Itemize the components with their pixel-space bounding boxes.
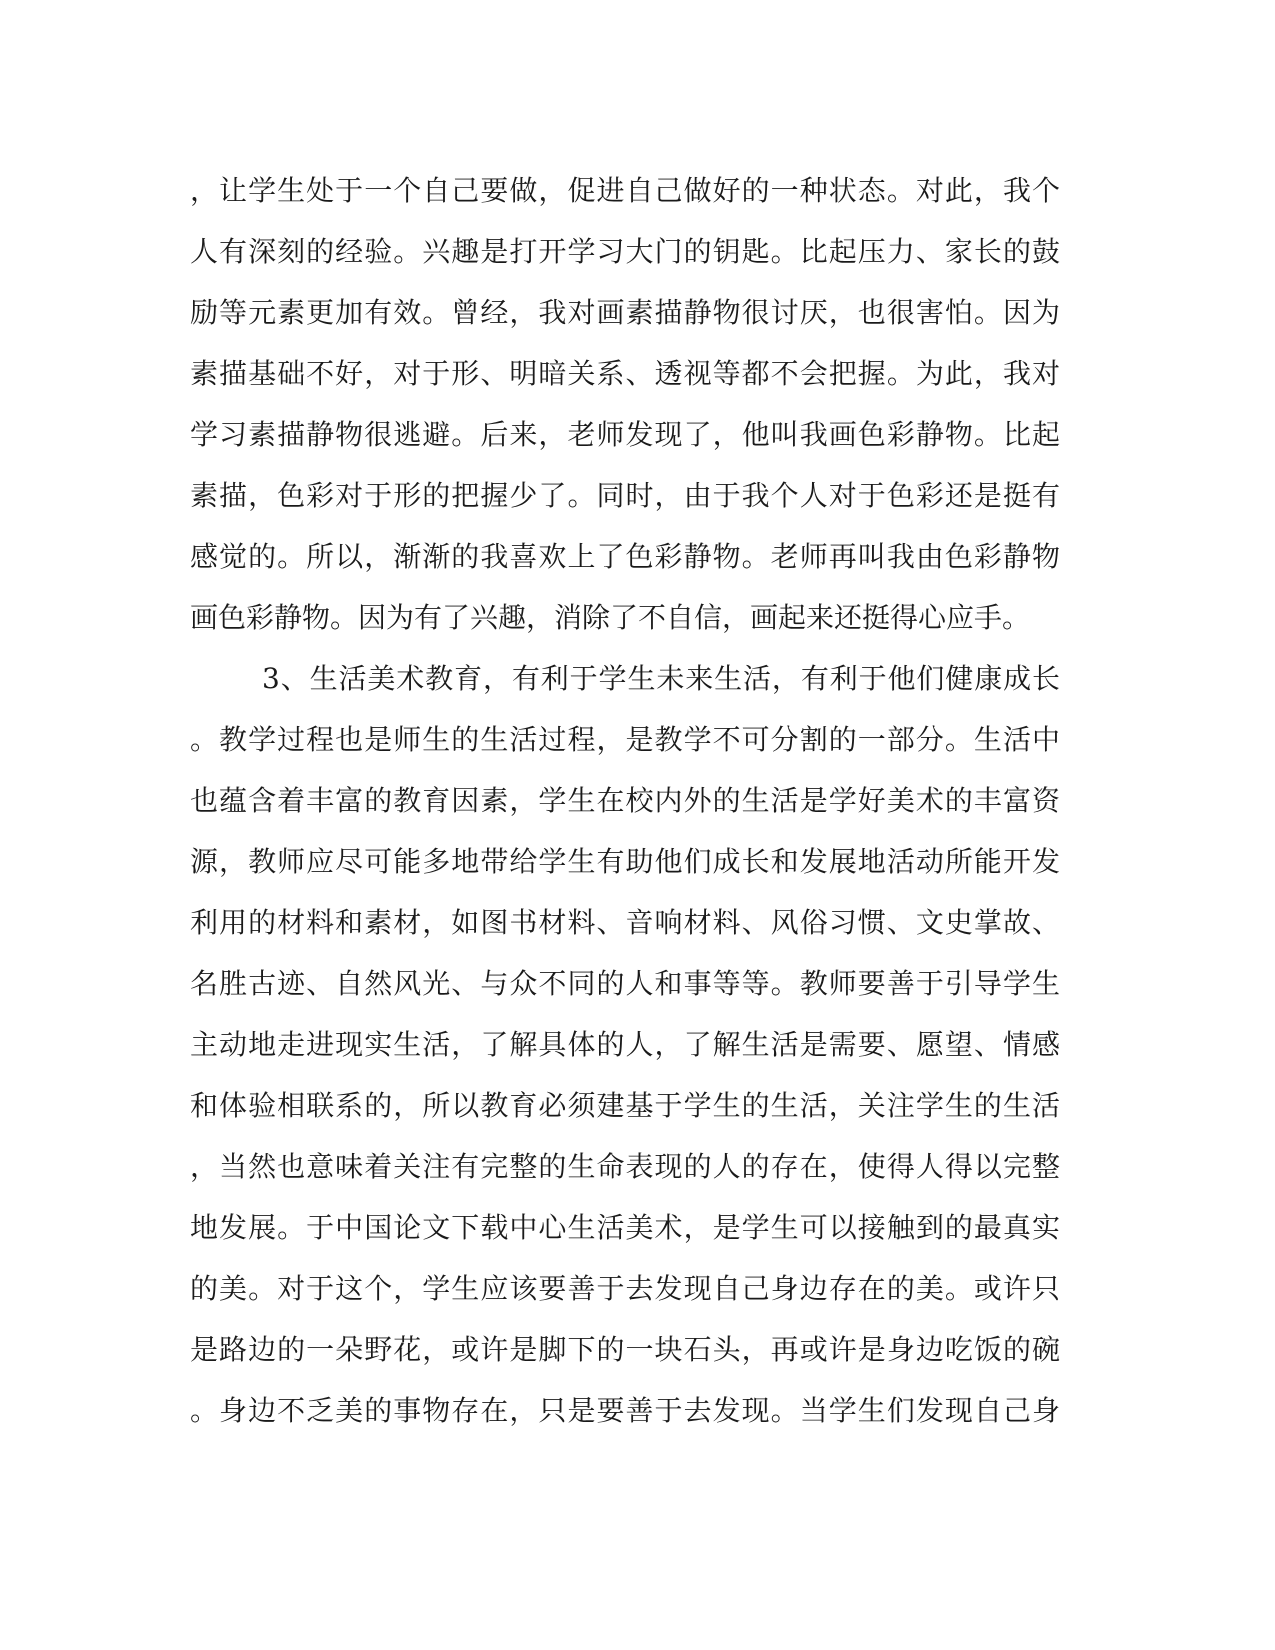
text-line: 画色彩静物。因为有了兴趣，消除了不自信，画起来还挺得心应手。 — [190, 601, 1031, 634]
text-line: 的美。对于这个，学生应该要善于去发现自己身边存在的美。或许只 — [190, 1272, 1060, 1305]
text-line: 。教学过程也是师生的生活过程，是教学不可分割的一部分。生活中 — [190, 723, 1060, 756]
text-line: 素描，色彩对于形的把握少了。同时，由于我个人对于色彩还是挺有 — [190, 479, 1060, 512]
text-line: 利用的材料和素材，如图书材料、音响材料、风俗习惯、文史掌故、 — [190, 906, 1060, 939]
text-line: 源，教师应尽可能多地带给学生有助他们成长和发展地活动所能开发 — [190, 845, 1060, 878]
body-text — [190, 160, 1060, 1441]
text-line: 感觉的。所以，渐渐的我喜欢上了色彩静物。老师再叫我由色彩静物 — [190, 540, 1060, 573]
text-line: 主动地走进现实生活，了解具体的人，了解生活是需要、愿望、情感 — [190, 1028, 1060, 1061]
text-line: 学习素描静物很逃避。后来，老师发现了，他叫我画色彩静物。比起 — [190, 418, 1060, 451]
section-heading-line: 3、生活美术教育，有利于学生未来生活，有利于他们健康成长 — [262, 662, 1060, 695]
text-line: ，让学生处于一个自己要做，促进自己做好的一种状态。对此，我个 — [190, 174, 1060, 207]
text-line: 励等元素更加有效。曾经，我对画素描静物很讨厌，也很害怕。因为 — [190, 296, 1060, 329]
text-line: ，当然也意味着关注有完整的生命表现的人的存在，使得人得以完整 — [190, 1150, 1060, 1183]
text-line: 是路边的一朵野花，或许是脚下的一块石头，再或许是身边吃饭的碗 — [190, 1333, 1060, 1366]
text-line: 素描基础不好，对于形、明暗关系、透视等都不会把握。为此，我对 — [190, 357, 1060, 390]
text-line: 地发展。于中国论文下载中心生活美术，是学生可以接触到的最真实 — [190, 1211, 1060, 1244]
text-line: 。身边不乏美的事物存在，只是要善于去发现。当学生们发现自己身 — [190, 1394, 1060, 1427]
text-line: 人有深刻的经验。兴趣是打开学习大门的钥匙。比起压力、家长的鼓 — [190, 235, 1060, 268]
text-line: 名胜古迹、自然风光、与众不同的人和事等等。教师要善于引导学生 — [190, 967, 1060, 1000]
text-line: 也蕴含着丰富的教育因素，学生在校内外的生活是学好美术的丰富资 — [190, 784, 1060, 817]
text-line: 和体验相联系的，所以教育必须建基于学生的生活，关注学生的生活 — [190, 1089, 1060, 1122]
